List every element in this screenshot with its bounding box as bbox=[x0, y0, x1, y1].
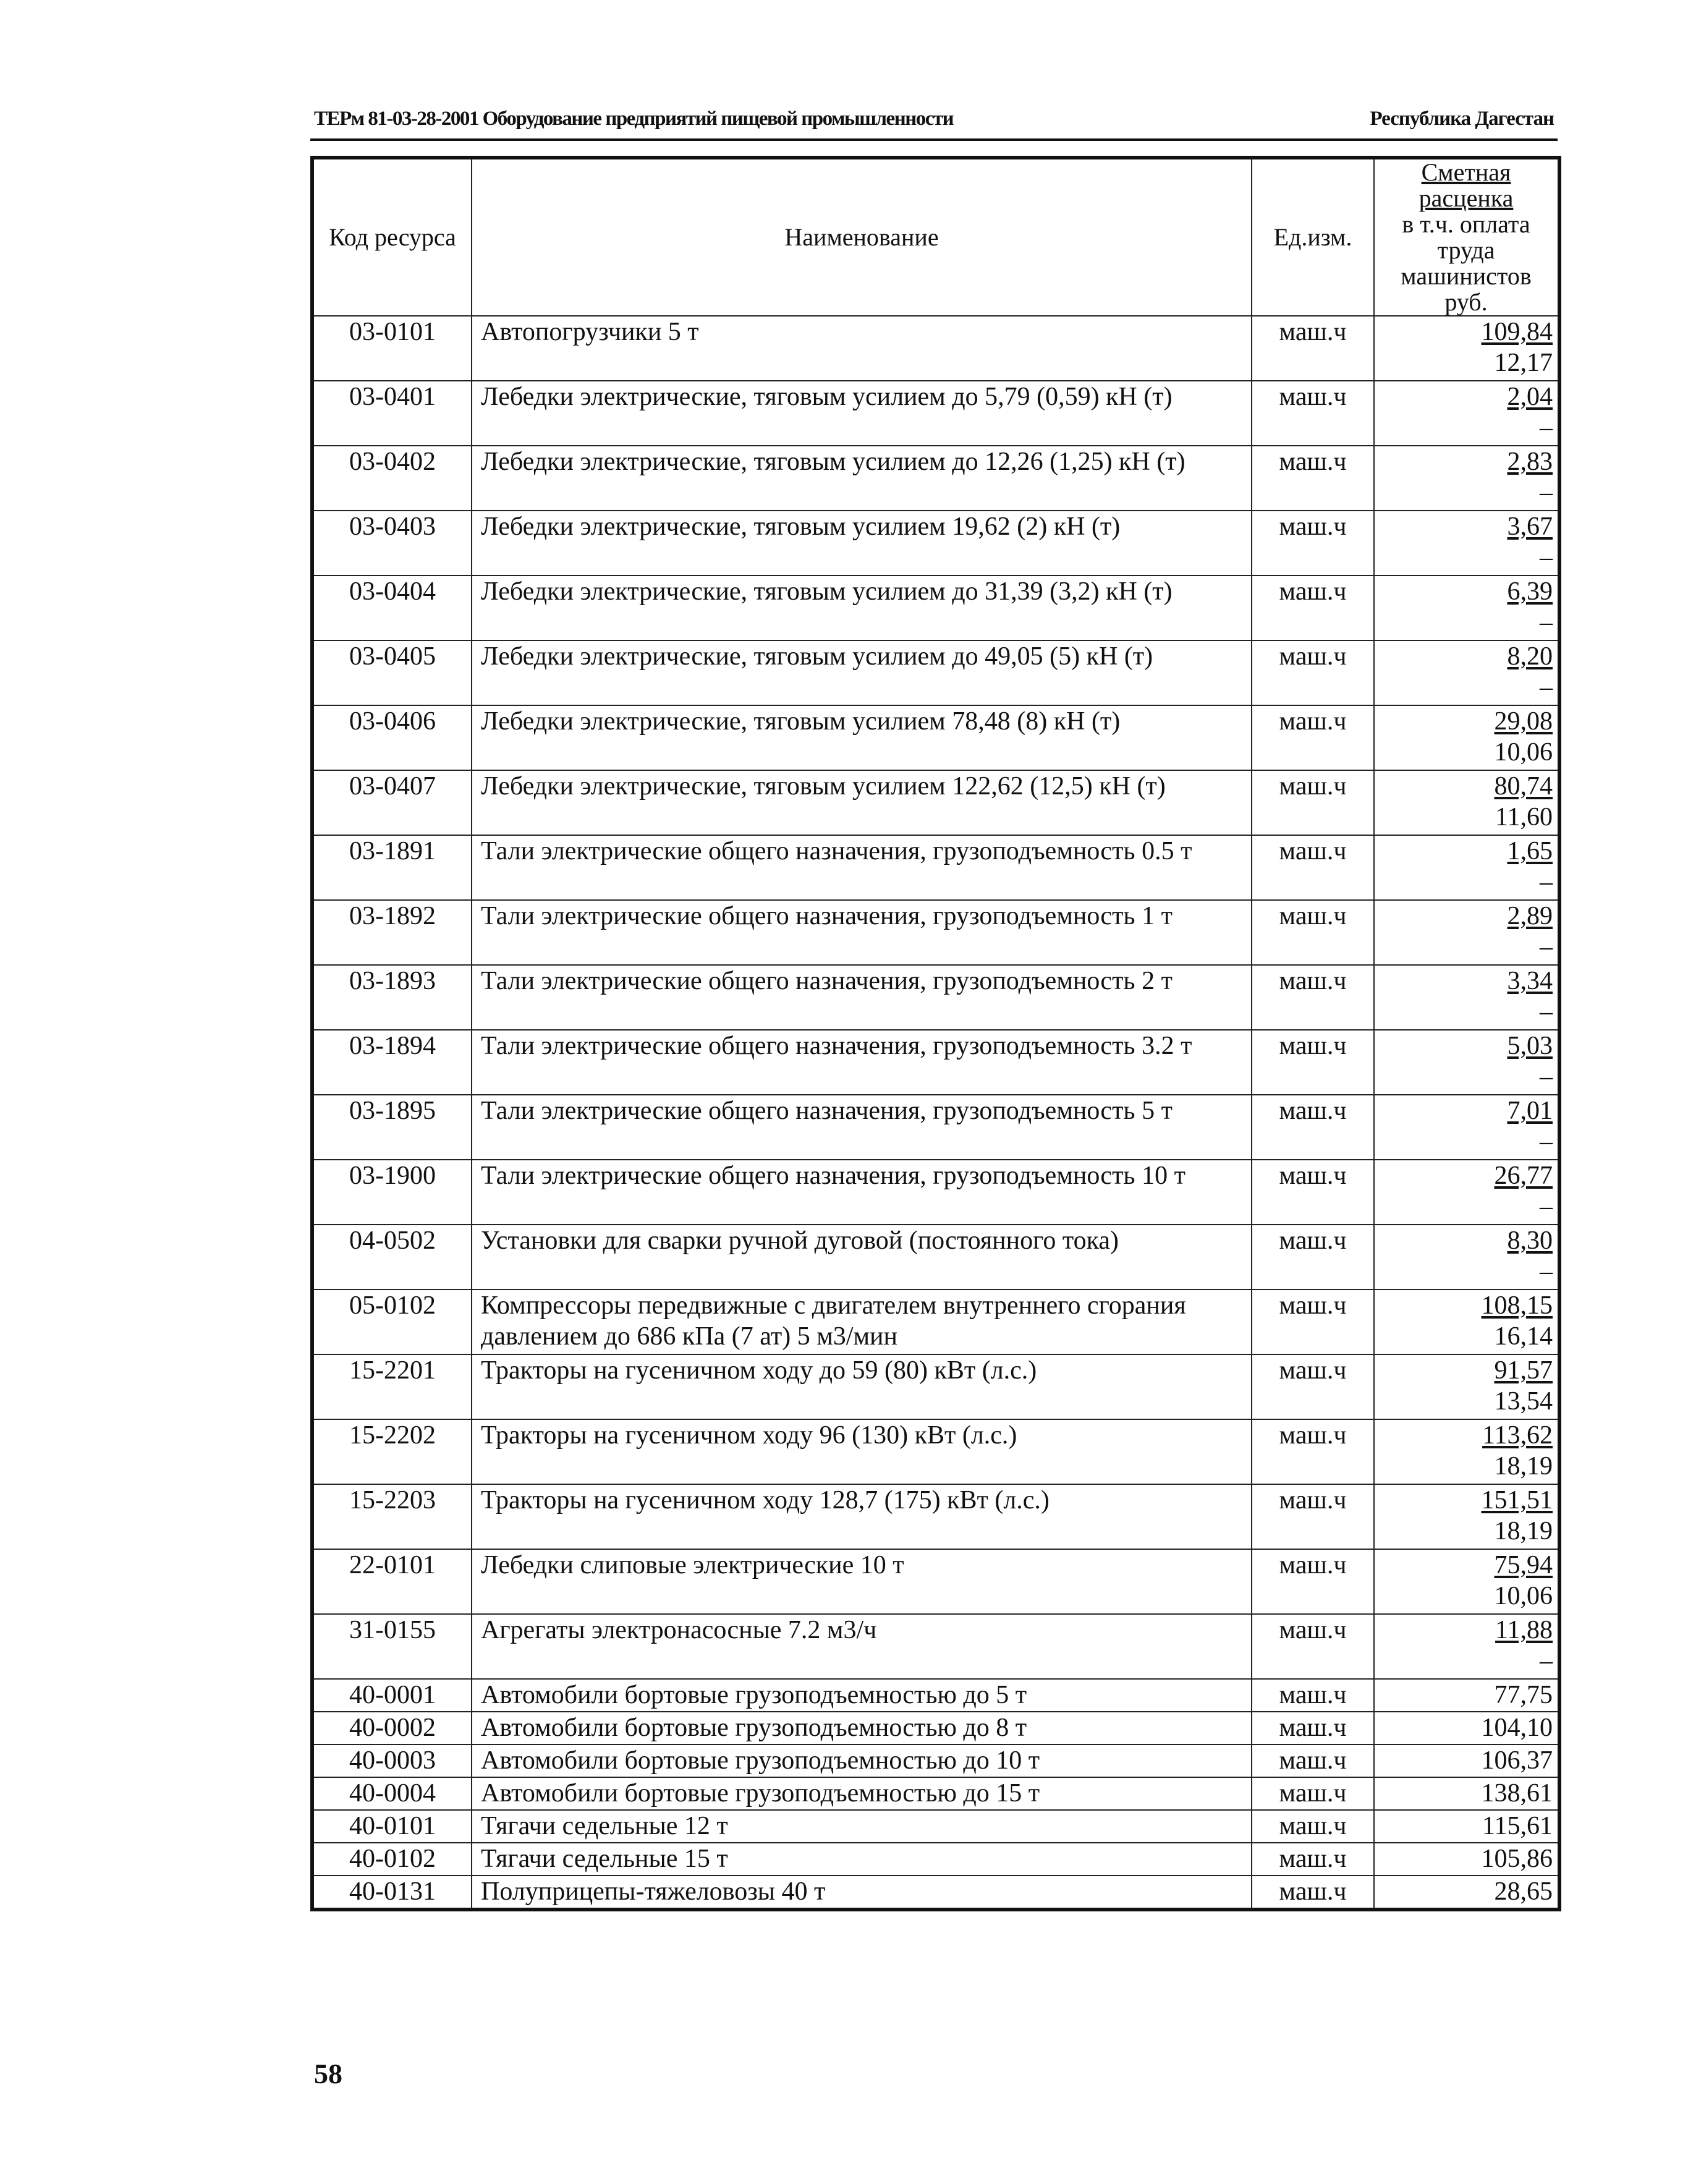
resource-price bbox=[1374, 576, 1559, 640]
operator-wage: – bbox=[1540, 1192, 1553, 1221]
resource-code: 03-0407 bbox=[312, 770, 472, 835]
resource-unit: маш.ч bbox=[1252, 1419, 1374, 1484]
resource-code: 03-1893 bbox=[312, 965, 472, 1030]
resource-unit: маш.ч bbox=[1252, 1777, 1374, 1810]
resource-name: Агрегаты электронасосные 7.2 м3/ч bbox=[472, 1614, 1252, 1679]
resource-name: Установки для сварки ручной дуговой (постоянного тока) bbox=[472, 1225, 1252, 1290]
resource-code: 40-0101 bbox=[312, 1810, 472, 1843]
resource-unit: маш.ч bbox=[1252, 640, 1374, 705]
resource-unit: маш.ч bbox=[1252, 1225, 1374, 1290]
resource-name: Тракторы на гусеничном ходу 128,7 (175) кВт (л.с.) bbox=[472, 1484, 1252, 1549]
resource-name: Тракторы на гусеничном ходу 96 (130) кВт (л.с.) bbox=[472, 1419, 1252, 1484]
resource-table bbox=[310, 156, 1561, 1911]
resource-name: Лебедки электрические, тяговым усилием до 31,39 (3,2) кН (т) bbox=[472, 576, 1252, 640]
table-row bbox=[312, 1484, 1559, 1549]
resource-price bbox=[1374, 446, 1559, 511]
estimated-rate: 8,20 bbox=[1507, 642, 1553, 671]
resource-unit: маш.ч bbox=[1252, 1614, 1374, 1679]
resource-code: 40-0002 bbox=[312, 1712, 472, 1744]
resource-name: Лебедки электрические, тяговым усилием до 12,26 (1,25) кН (т) bbox=[472, 446, 1252, 511]
resource-price: 77,75 bbox=[1374, 1679, 1559, 1712]
resource-name: Тягачи седельные 12 т bbox=[472, 1810, 1252, 1843]
estimated-rate: 113,62 bbox=[1482, 1421, 1553, 1450]
resource-price bbox=[1374, 381, 1559, 446]
resource-name: Тали электрические общего назначения, грузоподъемность 2 т bbox=[472, 965, 1252, 1030]
operator-wage: – bbox=[1540, 414, 1553, 442]
estimated-rate: 1,65 bbox=[1507, 837, 1553, 865]
resource-name: Тали электрические общего назначения, грузоподъемность 3.2 т bbox=[472, 1030, 1252, 1095]
resource-price bbox=[1374, 1225, 1559, 1290]
resource-price bbox=[1374, 1419, 1559, 1484]
estimated-rate: 8,30 bbox=[1507, 1226, 1553, 1255]
resource-price bbox=[1374, 1354, 1559, 1419]
operator-wage: – bbox=[1540, 998, 1553, 1026]
resource-code: 40-0003 bbox=[312, 1744, 472, 1777]
operator-wage: – bbox=[1540, 608, 1553, 637]
estimated-rate: 29,08 bbox=[1494, 707, 1553, 736]
resource-name: Компрессоры передвижные с двигателем внутреннего сгорания давлением до 686 кПа (7 ат) 5 м3/мин bbox=[472, 1290, 1252, 1354]
operator-wage: – bbox=[1540, 478, 1553, 507]
resource-name: Лебедки электрические, тяговым усилием до 49,05 (5) кН (т) bbox=[472, 640, 1252, 705]
resource-code: 03-1891 bbox=[312, 835, 472, 900]
table-row bbox=[312, 705, 1559, 770]
estimated-rate: 108,15 bbox=[1481, 1291, 1553, 1320]
estimated-rate: 11,88 bbox=[1495, 1616, 1553, 1644]
region-name: Республика Дагестан bbox=[1370, 108, 1554, 130]
resource-code: 03-0404 bbox=[312, 576, 472, 640]
column-header-unit: Ед.изм. bbox=[1252, 158, 1374, 316]
resource-code: 03-1900 bbox=[312, 1160, 472, 1225]
estimated-rate: 7,01 bbox=[1507, 1097, 1553, 1125]
resource-name: Лебедки электрические, тяговым усилием до 5,79 (0,59) кН (т) bbox=[472, 381, 1252, 446]
resource-price: 105,86 bbox=[1374, 1843, 1559, 1876]
document-title: ТЕРм 81-03-28-2001 Оборудование предприятий пищевой промышленности bbox=[314, 108, 954, 130]
resource-name: Тали электрические общего назначения, грузоподъемность 10 т bbox=[472, 1160, 1252, 1225]
table-row bbox=[312, 1876, 1559, 1910]
resource-unit: маш.ч bbox=[1252, 1744, 1374, 1777]
resource-unit: маш.ч bbox=[1252, 576, 1374, 640]
estimated-rate: 2,04 bbox=[1507, 383, 1553, 411]
resource-name: Тракторы на гусеничном ходу до 59 (80) кВт (л.с.) bbox=[472, 1354, 1252, 1419]
operator-wage: 10,06 bbox=[1494, 738, 1553, 767]
resource-price bbox=[1374, 1160, 1559, 1225]
resource-price bbox=[1374, 1484, 1559, 1549]
resource-code: 03-0406 bbox=[312, 705, 472, 770]
resource-unit: маш.ч bbox=[1252, 1712, 1374, 1744]
resource-code: 31-0155 bbox=[312, 1614, 472, 1679]
resource-code: 04-0502 bbox=[312, 1225, 472, 1290]
column-header-price-line4: руб. bbox=[1444, 288, 1488, 316]
operator-wage: – bbox=[1540, 1257, 1553, 1286]
column-header-code: Код ресурса bbox=[312, 158, 472, 316]
resource-price: 138,61 bbox=[1374, 1777, 1559, 1810]
table-row bbox=[312, 1160, 1559, 1225]
resource-unit: маш.ч bbox=[1252, 316, 1374, 381]
table-row bbox=[312, 1095, 1559, 1160]
operator-wage: – bbox=[1540, 1647, 1553, 1675]
estimated-rate: 151,51 bbox=[1481, 1486, 1553, 1515]
table-body bbox=[312, 316, 1559, 1910]
resource-price bbox=[1374, 965, 1559, 1030]
resource-code: 03-0401 bbox=[312, 381, 472, 446]
resource-unit: маш.ч bbox=[1252, 1160, 1374, 1225]
operator-wage: 12,17 bbox=[1494, 349, 1553, 377]
estimated-rate: 3,67 bbox=[1507, 512, 1553, 541]
estimated-rate: 75,94 bbox=[1494, 1551, 1553, 1579]
estimated-rate: 5,03 bbox=[1507, 1032, 1553, 1060]
estimated-rate: 3,34 bbox=[1507, 967, 1553, 995]
table-row bbox=[312, 316, 1559, 381]
resource-code: 15-2202 bbox=[312, 1419, 472, 1484]
resource-name: Тали электрические общего назначения, грузоподъемность 1 т bbox=[472, 900, 1252, 965]
resource-name: Лебедки электрические, тяговым усилием 122,62 (12,5) кН (т) bbox=[472, 770, 1252, 835]
column-header-price bbox=[1374, 158, 1559, 316]
column-header-price-line1: Сметная расценка bbox=[1419, 158, 1514, 212]
table-row bbox=[312, 1549, 1559, 1614]
resource-unit: маш.ч bbox=[1252, 1290, 1374, 1354]
table-row bbox=[312, 1354, 1559, 1419]
operator-wage: 18,19 bbox=[1494, 1452, 1553, 1481]
operator-wage: – bbox=[1540, 868, 1553, 896]
resource-price bbox=[1374, 1290, 1559, 1354]
table-row bbox=[312, 446, 1559, 511]
resource-name: Автомобили бортовые грузоподъемностью до 10 т bbox=[472, 1744, 1252, 1777]
table-row bbox=[312, 511, 1559, 576]
resource-unit: маш.ч bbox=[1252, 381, 1374, 446]
resource-unit: маш.ч bbox=[1252, 1354, 1374, 1419]
resource-unit: маш.ч bbox=[1252, 770, 1374, 835]
resource-code: 03-1895 bbox=[312, 1095, 472, 1160]
operator-wage: 13,54 bbox=[1494, 1387, 1553, 1416]
resource-name: Тягачи седельные 15 т bbox=[472, 1843, 1252, 1876]
table-row bbox=[312, 1810, 1559, 1843]
resource-price: 106,37 bbox=[1374, 1744, 1559, 1777]
resource-name: Автомобили бортовые грузоподъемностью до 5 т bbox=[472, 1679, 1252, 1712]
table-row bbox=[312, 576, 1559, 640]
resource-price bbox=[1374, 705, 1559, 770]
table-row bbox=[312, 1614, 1559, 1679]
resource-unit: маш.ч bbox=[1252, 511, 1374, 576]
resource-unit: маш.ч bbox=[1252, 900, 1374, 965]
table-row bbox=[312, 1290, 1559, 1354]
resource-price bbox=[1374, 1549, 1559, 1614]
resource-unit: маш.ч bbox=[1252, 1876, 1374, 1910]
resource-code: 03-0403 bbox=[312, 511, 472, 576]
table-row bbox=[312, 1744, 1559, 1777]
resource-price bbox=[1374, 835, 1559, 900]
operator-wage: 10,06 bbox=[1494, 1582, 1553, 1610]
resource-unit: маш.ч bbox=[1252, 446, 1374, 511]
resource-price: 104,10 bbox=[1374, 1712, 1559, 1744]
column-header-price-line3: труда машинистов bbox=[1401, 236, 1532, 290]
table-row bbox=[312, 965, 1559, 1030]
operator-wage: – bbox=[1540, 933, 1553, 961]
resource-name: Тали электрические общего назначения, грузоподъемность 5 т bbox=[472, 1095, 1252, 1160]
resource-price: 28,65 bbox=[1374, 1876, 1559, 1910]
estimated-rate: 109,84 bbox=[1481, 318, 1553, 346]
table-row bbox=[312, 1225, 1559, 1290]
table-row bbox=[312, 1843, 1559, 1876]
resource-code: 15-2203 bbox=[312, 1484, 472, 1549]
resource-name: Лебедки электрические, тяговым усилием 78,48 (8) кН (т) bbox=[472, 705, 1252, 770]
resource-code: 40-0131 bbox=[312, 1876, 472, 1910]
resource-code: 03-0405 bbox=[312, 640, 472, 705]
resource-code: 15-2201 bbox=[312, 1354, 472, 1419]
resource-price bbox=[1374, 640, 1559, 705]
estimated-rate: 2,83 bbox=[1507, 448, 1553, 476]
resource-price bbox=[1374, 316, 1559, 381]
resource-name: Автопогрузчики 5 т bbox=[472, 316, 1252, 381]
resource-name: Автомобили бортовые грузоподъемностью до 15 т bbox=[472, 1777, 1252, 1810]
table-header-row bbox=[312, 158, 1559, 316]
operator-wage: – bbox=[1540, 673, 1553, 702]
estimated-rate: 80,74 bbox=[1494, 772, 1553, 801]
resource-name: Полуприцепы-тяжеловозы 40 т bbox=[472, 1876, 1252, 1910]
resource-unit: маш.ч bbox=[1252, 705, 1374, 770]
resource-unit: маш.ч bbox=[1252, 835, 1374, 900]
operator-wage: – bbox=[1540, 543, 1553, 572]
estimated-rate: 2,89 bbox=[1507, 902, 1553, 930]
column-header-price-line2: в т.ч. оплата bbox=[1402, 210, 1530, 238]
page-number: 58 bbox=[314, 2058, 342, 2089]
operator-wage: 18,19 bbox=[1494, 1517, 1553, 1545]
resource-price: 115,61 bbox=[1374, 1810, 1559, 1843]
column-header-name: Наименование bbox=[472, 158, 1252, 316]
resource-code: 22-0101 bbox=[312, 1549, 472, 1614]
estimated-rate: 6,39 bbox=[1507, 577, 1553, 606]
resource-code: 03-0402 bbox=[312, 446, 472, 511]
resource-code: 40-0004 bbox=[312, 1777, 472, 1810]
resource-code: 03-0101 bbox=[312, 316, 472, 381]
resource-unit: маш.ч bbox=[1252, 1095, 1374, 1160]
table-row bbox=[312, 1679, 1559, 1712]
table-row bbox=[312, 640, 1559, 705]
page-header bbox=[310, 104, 1558, 141]
resource-code: 03-1894 bbox=[312, 1030, 472, 1095]
resource-unit: маш.ч bbox=[1252, 1030, 1374, 1095]
resource-price bbox=[1374, 1030, 1559, 1095]
estimated-rate: 91,57 bbox=[1494, 1356, 1553, 1385]
resource-unit: маш.ч bbox=[1252, 1843, 1374, 1876]
resource-name: Тали электрические общего назначения, грузоподъемность 0.5 т bbox=[472, 835, 1252, 900]
estimated-rate: 26,77 bbox=[1494, 1162, 1553, 1190]
table-row bbox=[312, 1777, 1559, 1810]
table-row bbox=[312, 900, 1559, 965]
resource-code: 05-0102 bbox=[312, 1290, 472, 1354]
resource-price bbox=[1374, 900, 1559, 965]
resource-price bbox=[1374, 1614, 1559, 1679]
operator-wage: – bbox=[1540, 1128, 1553, 1156]
table-row bbox=[312, 1712, 1559, 1744]
resource-price bbox=[1374, 1095, 1559, 1160]
resource-unit: маш.ч bbox=[1252, 1549, 1374, 1614]
resource-unit: маш.ч bbox=[1252, 1679, 1374, 1712]
resource-unit: маш.ч bbox=[1252, 1810, 1374, 1843]
table-row bbox=[312, 1030, 1559, 1095]
resource-code: 40-0001 bbox=[312, 1679, 472, 1712]
table-row bbox=[312, 381, 1559, 446]
resource-name: Лебедки электрические, тяговым усилием 19,62 (2) кН (т) bbox=[472, 511, 1252, 576]
table-row bbox=[312, 1419, 1559, 1484]
operator-wage: 11,60 bbox=[1495, 803, 1553, 831]
resource-price bbox=[1374, 770, 1559, 835]
resource-unit: маш.ч bbox=[1252, 1484, 1374, 1549]
resource-code: 40-0102 bbox=[312, 1843, 472, 1876]
resource-price bbox=[1374, 511, 1559, 576]
resource-code: 03-1892 bbox=[312, 900, 472, 965]
resource-unit: маш.ч bbox=[1252, 965, 1374, 1030]
table-row bbox=[312, 770, 1559, 835]
resource-name: Автомобили бортовые грузоподъемностью до 8 т bbox=[472, 1712, 1252, 1744]
resource-name: Лебедки слиповые электрические 10 т bbox=[472, 1549, 1252, 1614]
operator-wage: 16,14 bbox=[1494, 1322, 1553, 1351]
operator-wage: – bbox=[1540, 1063, 1553, 1091]
table-row bbox=[312, 835, 1559, 900]
